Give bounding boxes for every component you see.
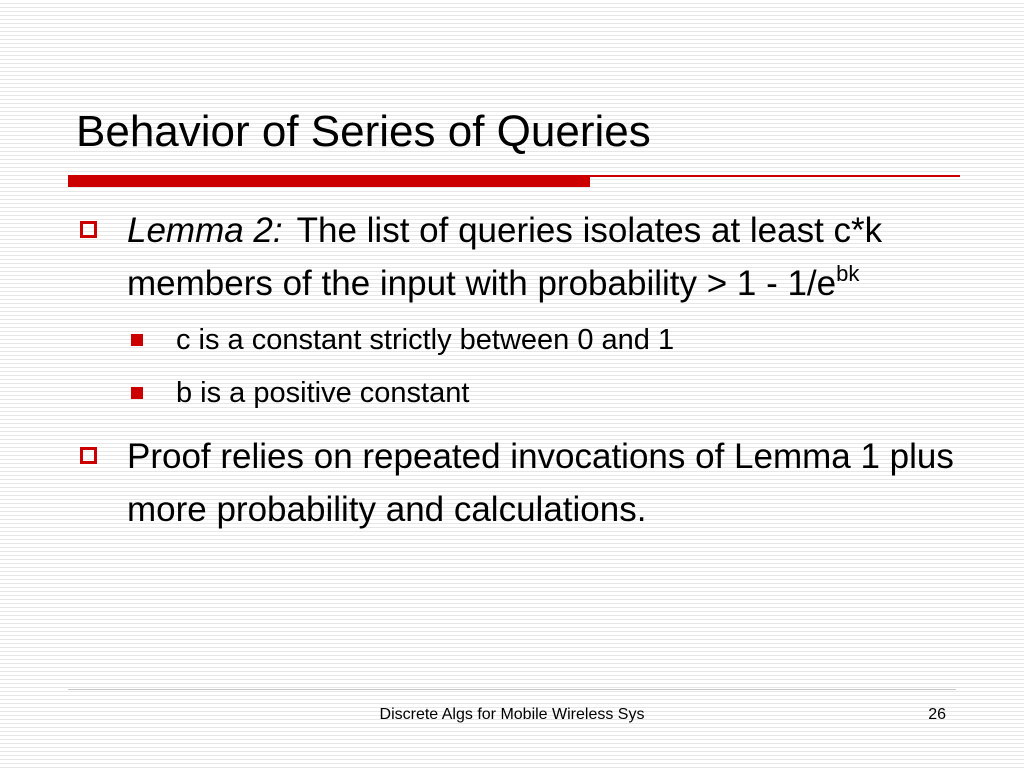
sub-bullet-b	[76, 367, 956, 420]
bullet-proof	[76, 430, 956, 536]
slide-title: Behavior of Series of Queries	[76, 107, 651, 156]
sub-bullet-text: c is a constant strictly between 0 and 1	[176, 324, 675, 356]
hollow-square-icon	[80, 447, 97, 464]
page-number: 26	[928, 706, 946, 723]
filled-square-icon	[131, 334, 143, 346]
lemma-text: The list of queries isolates at least c*k members of the input with probability > 1 - 1/e	[127, 211, 883, 303]
filled-square-icon	[131, 387, 143, 399]
title-underline-thin	[590, 175, 960, 177]
proof-text: Proof relies on repeated invocations of Lemma 1 plus more probability and calculations.	[127, 437, 954, 529]
title-underline-thick	[68, 175, 590, 187]
sub-bullet-c	[76, 314, 956, 367]
exponent-bk: bk	[836, 261, 860, 286]
bullet-lemma-2	[76, 204, 956, 310]
footer-divider	[68, 689, 956, 690]
hollow-square-icon	[80, 221, 97, 238]
footer-text: Discrete Algs for Mobile Wireless Sys	[379, 706, 645, 723]
lemma-label: Lemma 2:	[127, 211, 283, 250]
slide-content	[76, 204, 956, 536]
sub-bullet-list	[76, 314, 956, 420]
sub-bullet-text: b is a positive constant	[176, 377, 470, 409]
